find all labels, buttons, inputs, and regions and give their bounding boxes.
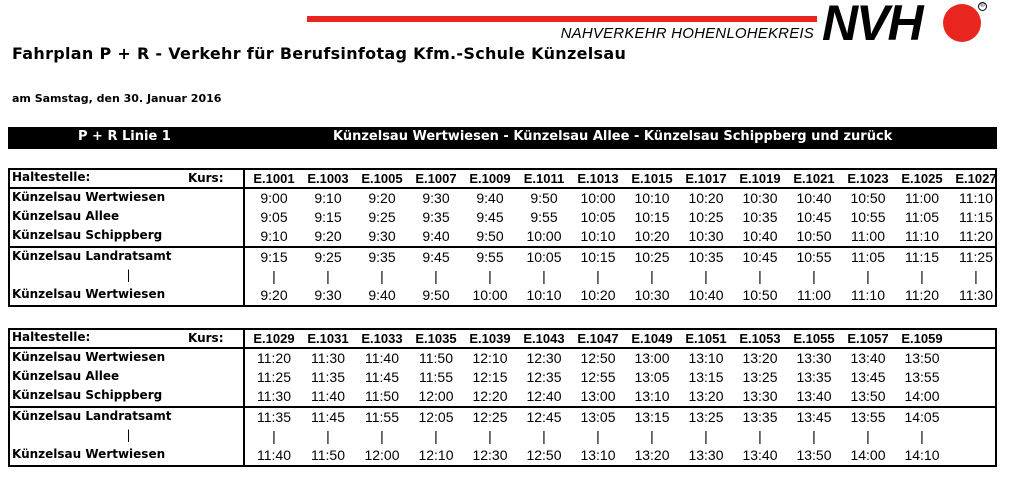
column-separator	[243, 446, 245, 465]
departure-time: 13:30	[742, 388, 778, 404]
departure-time: 11:50	[419, 350, 453, 366]
departure-time: 12:15	[472, 369, 508, 385]
departure-time: 10:20	[634, 228, 670, 244]
timetable-1	[8, 168, 997, 307]
departure-time: 10:40	[688, 287, 724, 303]
departure-time: 10:00	[472, 287, 508, 303]
departure-time: 11:10	[851, 287, 885, 303]
table-row	[10, 368, 995, 387]
stop-name: Künzelsau Wertwiesen	[12, 190, 166, 204]
departure-time: 11:25	[257, 369, 291, 385]
departure-time: |	[866, 268, 870, 284]
departure-time: 11:10	[905, 228, 939, 244]
departure-time: 9:55	[530, 209, 558, 225]
departure-time: 9:40	[476, 190, 504, 206]
course-number: E.1007	[415, 171, 457, 186]
page-title: Fahrplan P + R - Verkehr für Berufsinfotag Kfm.-Schule Künzelsau	[12, 44, 627, 63]
departure-time: 13:50	[850, 388, 886, 404]
departure-time: 9:30	[368, 228, 396, 244]
departure-time: 12:30	[472, 447, 508, 463]
departure-time: 10:15	[580, 249, 616, 265]
departure-time: 13:00	[634, 350, 670, 366]
departure-time: |	[272, 268, 276, 284]
departure-time: 9:20	[314, 228, 342, 244]
departure-time: 10:00	[580, 190, 616, 206]
departure-time: |	[812, 428, 816, 444]
departure-time: |	[380, 268, 384, 284]
table-row	[10, 227, 995, 246]
departure-time: 13:25	[688, 409, 724, 425]
departure-time: |	[974, 268, 978, 284]
header-row	[10, 170, 995, 189]
departure-time: |	[812, 268, 816, 284]
course-number: E.1001	[253, 171, 295, 186]
departure-time: |	[650, 268, 654, 284]
departure-time: 9:55	[476, 249, 504, 265]
departure-time: 9:05	[260, 209, 288, 225]
departure-time: 9:40	[422, 228, 450, 244]
departure-time: 13:20	[634, 447, 670, 463]
course-number: E.1029	[253, 331, 295, 346]
departure-time: 12:05	[418, 409, 454, 425]
header-row	[10, 330, 995, 349]
timetable-2	[8, 328, 997, 467]
departure-time: 12:25	[472, 409, 508, 425]
departure-time: 10:30	[634, 287, 670, 303]
departure-time: |	[542, 428, 546, 444]
departure-time: |	[326, 268, 330, 284]
course-number: E.1033	[361, 331, 403, 346]
table-row	[10, 387, 995, 406]
departure-time: 10:45	[796, 209, 832, 225]
stop-name: Künzelsau Landratsamt	[12, 249, 172, 263]
column-separator	[243, 387, 245, 406]
departure-time: |	[488, 268, 492, 284]
departure-time: |	[488, 428, 492, 444]
course-number: E.1039	[469, 331, 511, 346]
departure-time: 13:40	[796, 388, 832, 404]
brand-logo-dot	[943, 4, 981, 42]
departure-time: 10:05	[526, 249, 562, 265]
departure-time: 11:30	[311, 350, 345, 366]
departure-time: 13:40	[850, 350, 886, 366]
departure-time: 10:10	[526, 287, 562, 303]
departure-time: 9:45	[422, 249, 450, 265]
course-number: E.1057	[847, 331, 889, 346]
departure-time: 11:00	[905, 190, 939, 206]
departure-time: 13:10	[688, 350, 724, 366]
departure-time: 11:35	[311, 369, 345, 385]
departure-time: 13:20	[688, 388, 724, 404]
departure-time: 13:05	[580, 409, 616, 425]
course-number: E.1005	[361, 171, 403, 186]
line-header-bar	[8, 127, 997, 149]
departure-time: 9:20	[368, 190, 396, 206]
departure-time: 11:00	[797, 287, 831, 303]
departure-time: 9:00	[260, 190, 288, 206]
departure-time: 9:35	[422, 209, 450, 225]
table-row	[10, 406, 995, 427]
departure-time: 13:40	[742, 447, 778, 463]
departure-time: 13:20	[742, 350, 778, 366]
departure-time: 11:55	[365, 409, 399, 425]
departure-time: 13:05	[634, 369, 670, 385]
departure-time: 9:30	[314, 287, 342, 303]
stop-name: |	[126, 268, 131, 282]
departure-time: 9:20	[260, 287, 288, 303]
departure-time: 11:10	[959, 190, 993, 206]
departure-time: 11:50	[311, 447, 345, 463]
departure-time: 11:20	[959, 228, 993, 244]
departure-time: 10:55	[796, 249, 832, 265]
course-number: E.1023	[847, 171, 889, 186]
departure-time: 10:10	[580, 228, 616, 244]
departure-time: 14:00	[904, 388, 940, 404]
departure-time: |	[920, 428, 924, 444]
departure-time: 13:25	[742, 369, 778, 385]
departure-time: 9:45	[476, 209, 504, 225]
course-number: E.1059	[901, 331, 943, 346]
course-number: E.1051	[685, 331, 727, 346]
departure-time: 13:50	[904, 350, 940, 366]
course-number: E.1027	[955, 171, 997, 186]
departure-time: 11:20	[905, 287, 939, 303]
departure-time: 9:10	[260, 228, 288, 244]
table-row	[10, 246, 995, 267]
departure-time: 10:35	[742, 209, 778, 225]
column-separator	[243, 427, 245, 446]
course-number: E.1043	[523, 331, 565, 346]
course-number: E.1021	[793, 171, 835, 186]
departure-time: 10:30	[742, 190, 778, 206]
header-kurs-label: Kurs:	[188, 331, 224, 345]
departure-time: 10:05	[580, 209, 616, 225]
table-row	[10, 189, 995, 208]
departure-time: 10:50	[796, 228, 832, 244]
departure-time: |	[704, 428, 708, 444]
line-name: P + R Linie 1	[78, 129, 171, 144]
departure-time: 12:40	[526, 388, 562, 404]
departure-time: 10:00	[526, 228, 562, 244]
departure-time: 13:35	[742, 409, 778, 425]
departure-time: |	[866, 428, 870, 444]
line-route: Künzelsau Wertwiesen - Künzelsau Allee - Künzelsau Schippberg und zurück	[333, 129, 893, 144]
departure-time: |	[596, 268, 600, 284]
course-number: E.1003	[307, 171, 349, 186]
stop-name: Künzelsau Landratsamt	[12, 409, 172, 423]
departure-time: 9:50	[530, 190, 558, 206]
departure-time: 12:35	[526, 369, 562, 385]
departure-time: 13:30	[688, 447, 724, 463]
departure-time: 11:55	[419, 369, 453, 385]
departure-time: 11:05	[905, 209, 939, 225]
departure-time: |	[758, 428, 762, 444]
departure-time: 9:15	[314, 209, 342, 225]
course-number: E.1015	[631, 171, 673, 186]
departure-time: 13:10	[634, 388, 670, 404]
course-number: E.1055	[793, 331, 835, 346]
departure-time: 10:25	[634, 249, 670, 265]
departure-time: 9:15	[260, 249, 288, 265]
departure-time: 11:40	[257, 447, 291, 463]
column-separator	[243, 408, 245, 427]
departure-time: |	[272, 428, 276, 444]
departure-time: 14:10	[904, 447, 940, 463]
registered-mark: ®	[978, 2, 987, 11]
departure-time: |	[650, 428, 654, 444]
departure-time: |	[542, 268, 546, 284]
course-number: E.1019	[739, 171, 781, 186]
departure-time: 10:35	[688, 249, 724, 265]
header-kurs-label: Kurs:	[188, 171, 224, 185]
course-number: E.1053	[739, 331, 781, 346]
departure-time: 12:50	[526, 447, 562, 463]
departure-time: 10:40	[742, 228, 778, 244]
departure-time: |	[434, 268, 438, 284]
table-row	[10, 286, 995, 305]
departure-time: 11:35	[257, 409, 291, 425]
date-line: am Samstag, den 30. Januar 2016	[12, 92, 222, 105]
table-row	[10, 267, 995, 286]
stop-name: |	[126, 428, 131, 442]
brand-subtitle: NAHVERKEHR HOHENLOHEKREIS	[560, 25, 814, 42]
column-separator	[243, 227, 245, 246]
departure-time: 11:50	[365, 388, 399, 404]
departure-time: 13:50	[796, 447, 832, 463]
departure-time: 10:40	[796, 190, 832, 206]
departure-time: 11:20	[257, 350, 291, 366]
departure-time: 11:15	[959, 209, 993, 225]
departure-time: 13:45	[796, 409, 832, 425]
departure-time: 13:30	[796, 350, 832, 366]
departure-time: 14:05	[904, 409, 940, 425]
column-separator	[243, 170, 245, 187]
stop-name: Künzelsau Allee	[12, 209, 120, 223]
course-number: E.1035	[415, 331, 457, 346]
brand-red-bar	[307, 16, 817, 22]
departure-time: 12:55	[580, 369, 616, 385]
course-number: E.1009	[469, 171, 511, 186]
departure-time: |	[758, 268, 762, 284]
departure-time: 13:45	[850, 369, 886, 385]
departure-time: 10:10	[634, 190, 670, 206]
column-separator	[243, 189, 245, 208]
table-row	[10, 427, 995, 446]
brand-logo-text: NVH	[822, 0, 922, 51]
column-separator	[243, 349, 245, 368]
departure-time: |	[596, 428, 600, 444]
departure-time: 10:25	[688, 209, 724, 225]
departure-time: |	[704, 268, 708, 284]
stop-name: Künzelsau Wertwiesen	[12, 350, 166, 364]
course-number: E.1025	[901, 171, 943, 186]
header-stop-label: Haltestelle:	[12, 170, 91, 184]
departure-time: 9:35	[368, 249, 396, 265]
departure-time: 13:15	[634, 409, 670, 425]
departure-time: 12:50	[580, 350, 616, 366]
departure-time: 12:10	[418, 447, 454, 463]
departure-time: 13:10	[580, 447, 616, 463]
departure-time: 10:50	[850, 190, 886, 206]
departure-time: 13:55	[904, 369, 940, 385]
table-row	[10, 446, 995, 465]
departure-time: 11:40	[365, 350, 399, 366]
departure-time: |	[380, 428, 384, 444]
departure-time: 11:25	[959, 249, 993, 265]
departure-time: |	[326, 428, 330, 444]
departure-time: 12:10	[472, 350, 508, 366]
departure-time: 14:00	[850, 447, 886, 463]
departure-time: 11:30	[257, 388, 291, 404]
course-number: E.1049	[631, 331, 673, 346]
departure-time: 10:20	[580, 287, 616, 303]
stop-name: Künzelsau Schippberg	[12, 228, 163, 242]
header-stop-label: Haltestelle:	[12, 330, 91, 344]
column-separator	[243, 208, 245, 227]
departure-time: 11:00	[851, 228, 885, 244]
column-separator	[243, 286, 245, 305]
departure-time: 12:45	[526, 409, 562, 425]
departure-time: 13:55	[850, 409, 886, 425]
departure-time: 10:45	[742, 249, 778, 265]
departure-time: 12:00	[364, 447, 400, 463]
departure-time: 11:40	[311, 388, 345, 404]
departure-time: 12:20	[472, 388, 508, 404]
table-row	[10, 349, 995, 368]
course-number: E.1011	[523, 171, 565, 186]
departure-time: |	[920, 268, 924, 284]
departure-time: |	[434, 428, 438, 444]
departure-time: 12:30	[526, 350, 562, 366]
departure-time: 11:15	[905, 249, 939, 265]
departure-time: 10:15	[634, 209, 670, 225]
departure-time: 11:45	[311, 409, 345, 425]
column-separator	[243, 248, 245, 267]
departure-time: 10:50	[742, 287, 778, 303]
departure-time: 9:50	[476, 228, 504, 244]
departure-time: 13:15	[688, 369, 724, 385]
departure-time: 11:05	[851, 249, 885, 265]
departure-time: 11:30	[959, 287, 993, 303]
departure-time: 12:00	[418, 388, 454, 404]
departure-time: 9:10	[314, 190, 342, 206]
stop-name: Künzelsau Schippberg	[12, 388, 163, 402]
departure-time: 9:40	[368, 287, 396, 303]
course-number: E.1031	[307, 331, 349, 346]
departure-time: 11:45	[365, 369, 399, 385]
departure-time: 13:00	[580, 388, 616, 404]
column-separator	[243, 368, 245, 387]
stop-name: Künzelsau Wertwiesen	[12, 447, 166, 461]
stop-name: Künzelsau Wertwiesen	[12, 287, 166, 301]
course-number: E.1013	[577, 171, 619, 186]
column-separator	[243, 330, 245, 347]
table-row	[10, 208, 995, 227]
stop-name: Künzelsau Allee	[12, 369, 120, 383]
course-number: E.1017	[685, 171, 727, 186]
departure-time: 9:50	[422, 287, 450, 303]
departure-time: 10:30	[688, 228, 724, 244]
course-number: E.1047	[577, 331, 619, 346]
departure-time: 9:30	[422, 190, 450, 206]
departure-time: 10:20	[688, 190, 724, 206]
departure-time: 13:35	[796, 369, 832, 385]
departure-time: 10:55	[850, 209, 886, 225]
departure-time: 9:25	[368, 209, 396, 225]
departure-time: 9:25	[314, 249, 342, 265]
column-separator	[243, 267, 245, 286]
